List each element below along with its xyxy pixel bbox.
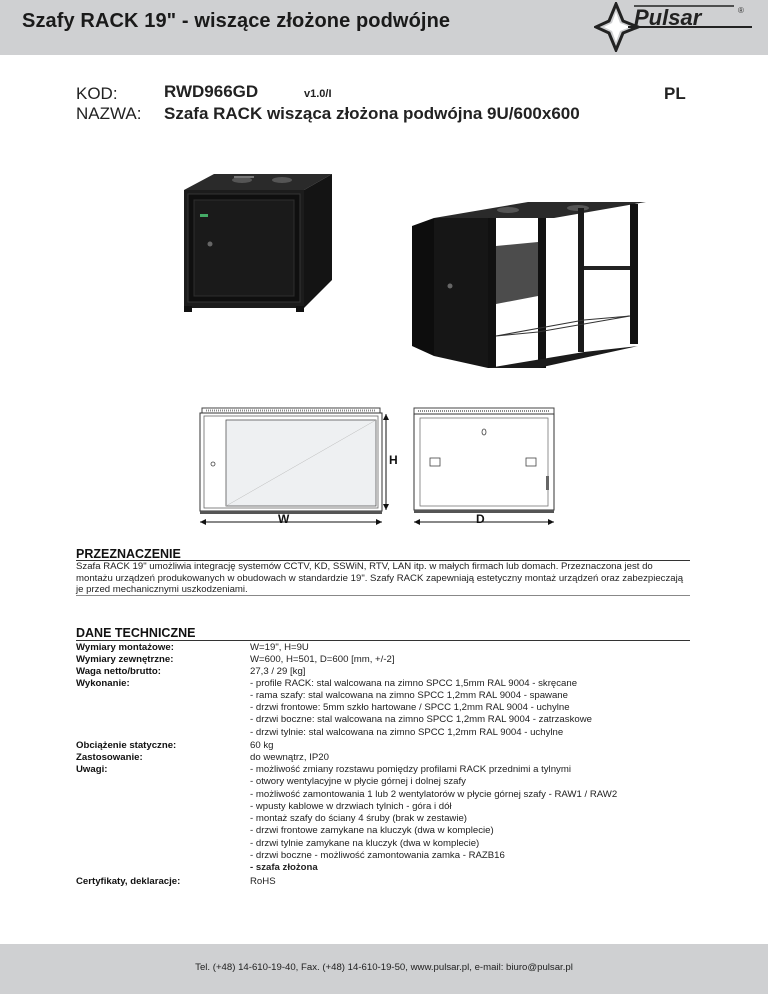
name-label: NAZWA: (76, 104, 142, 123)
spec-value-notes-9: - szafa złożona (250, 862, 318, 873)
spec-value-notes-2: - otwory wentylacyjne w płycie górnej i dolnej szafy (250, 776, 466, 787)
spec-value-weight: 27,3 / 29 [kg] (250, 666, 306, 677)
spec-label-external-dimensions: Wymiary zewnętrzne: (76, 654, 174, 665)
spec-value-application: do wewnątrz, IP20 (250, 752, 329, 763)
spec-value-notes-6: - drzwi frontowe zamykane na kluczyk (dwa w komplecie) (250, 825, 494, 836)
width-dimension-label: W (278, 512, 290, 526)
spec-value-notes-5: - montaż szafy do ściany 4 śruby (brak w zestawie) (250, 813, 468, 824)
spec-value-notes-7: - drzwi tylnie zamykane na kluczyk (dwa w komplecie) (250, 838, 480, 849)
specs-top-divider (76, 640, 690, 641)
specs-section-title: DANE TECHNICZNE (76, 626, 196, 640)
spec-label-weight: Waga netto/brutto: (76, 666, 161, 677)
spec-value-notes-8: - drzwi boczne - możliwość zamontowania zamka - RAZB16 (250, 850, 505, 861)
product-code: RWD966GD (164, 82, 259, 101)
brand-name: Pulsar (634, 5, 702, 30)
cabinet-closed-photo (164, 160, 344, 320)
language-code: PL (664, 84, 686, 103)
spec-value-notes-3: - możliwość zamontowania 1 lub 2 wentylatorów w płycie górnej szafy - RAW1 / RAW2 (250, 789, 618, 800)
spec-label-certificates: Certyfikaty, deklaracje: (76, 876, 181, 887)
side-view-drawing (412, 406, 568, 528)
spec-label-application: Zastosowanie: (76, 752, 143, 763)
document-version: v1.0/I (304, 88, 332, 100)
page-footer (0, 944, 768, 994)
purpose-section-title: PRZEZNACZENIE (76, 547, 181, 561)
spec-value-construction-2: - rama szafy: stal walcowana na zimno SPCC 1,2mm RAL 9004 - spawane (250, 690, 568, 701)
cabinet-open-photo (408, 186, 656, 382)
product-name: Szafa RACK wisząca złożona podwójna 9U/600x600 (164, 104, 580, 123)
spec-value-static-load: 60 kg (250, 740, 274, 751)
spec-value-construction-5: - drzwi tylnie: stal walcowana na zimno SPCC 1,2mm RAL 9004 - uchylne (250, 727, 564, 738)
spec-label-static-load: Obciążenie statyczne: (76, 740, 177, 751)
spec-label-construction: Wykonanie: (76, 678, 130, 689)
code-label: KOD: (76, 84, 118, 103)
height-dimension-label: H (389, 453, 398, 467)
spec-label-notes: Uwagi: (76, 764, 108, 775)
spec-value-notes-4: - wpusty kablowe w drzwiach tylnich - góra i dół (250, 801, 452, 812)
depth-dimension-label: D (476, 512, 485, 526)
registered-mark: ® (738, 6, 744, 15)
spec-value-construction-4: - drzwi boczne: stal walcowana na zimno SPCC 1,2mm RAL 9004 - zatrzaskowe (250, 714, 592, 725)
spec-value-external-dimensions: W=600, H=501, D=600 [mm, +/-2] (250, 654, 395, 665)
spec-label-mounting-dimensions: Wymiary montażowe: (76, 642, 174, 653)
spec-value-construction-3: - drzwi frontowe: 5mm szkło hartowane / SPCC 1,2mm RAL 9004 - uchylne (250, 702, 570, 713)
spec-value-construction-1: - profile RACK: stal walcowana na zimno SPCC 1,5mm RAL 9004 - skręcane (250, 678, 578, 689)
spec-value-mounting-dimensions: W=19", H=9U (250, 642, 309, 653)
spec-value-certificates: RoHS (250, 876, 276, 887)
spec-value-notes-1: - możliwość zmiany rozstawu pomiędzy profilami RACK przednimi a tylnymi (250, 764, 571, 775)
purpose-text: Szafa RACK 19" umożliwia integrację systemów CCTV, KD, SSWiN, RTV, LAN itp. w małych firmach lub domach. Przeznaczona jest do montażu urządzeń produkowanych w obudowach w standardzie 19". Szafy RACK zapewniają estetyczny montaż urządzeń oraz zabezpieczają je przed mechanicznymi uszkodzeniami. (76, 561, 684, 595)
page-title: Szafy RACK 19" - wiszące złożone podwójne (22, 10, 451, 32)
purpose-bottom-divider (76, 595, 690, 596)
contact-info: Tel. (+48) 14-610-19-40, Fax. (+48) 14-610-19-50, www.pulsar.pl, e-mail: biuro@pulsar.pl (195, 962, 573, 973)
front-view-drawing (196, 406, 402, 528)
